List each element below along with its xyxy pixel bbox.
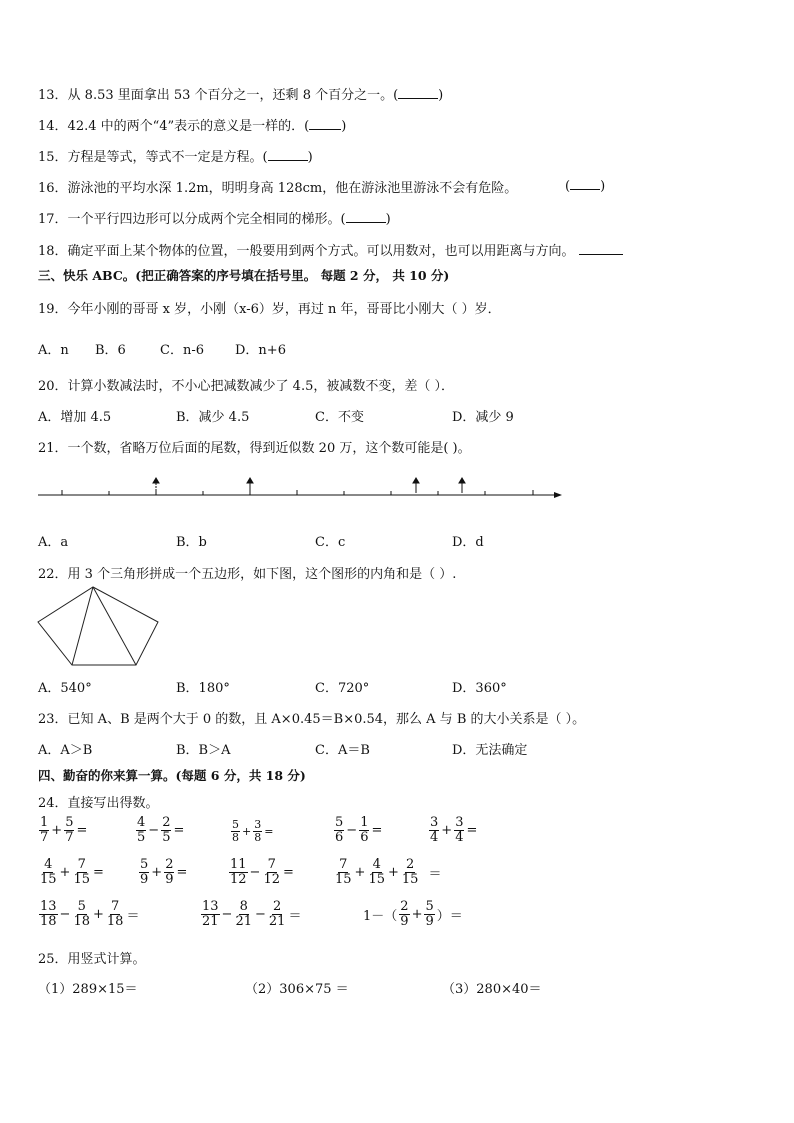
fraction: $\frac{1}{6}$ bbox=[360, 815, 369, 845]
question-16-answer: ( ) bbox=[565, 179, 606, 194]
question-14: 14．42.4 中的两个“4”表示的意义是一样的．( ) bbox=[38, 119, 347, 134]
fraction: $\frac{5}{9}$ bbox=[140, 857, 149, 887]
expr-3: $\frac{5}{8}$ + $\frac{3}{8}$ = bbox=[232, 818, 274, 844]
fraction: $\frac{2}{15}$ bbox=[401, 857, 419, 887]
expr-2: $\frac{4}{5}$ − $\frac{2}{5}$ = bbox=[137, 815, 185, 845]
point-b-arrowhead bbox=[247, 478, 253, 483]
fraction: $\frac{4}{5}$ bbox=[137, 815, 146, 845]
fraction: $\frac{7}{15}$ bbox=[335, 857, 352, 887]
fraction: $\frac{13}{21}$ bbox=[202, 899, 219, 929]
number-line-figure bbox=[30, 460, 570, 520]
answer-blank[interactable] bbox=[570, 177, 600, 190]
expr-10: $\frac{13}{18}$ − $\frac{5}{18}$ + $\frac{7}{18}$ ＝ bbox=[40, 899, 140, 929]
fraction: $\frac{3}{4}$ bbox=[430, 815, 439, 845]
number-line-arrow bbox=[554, 492, 562, 498]
fraction: $\frac{7}{18}$ bbox=[106, 899, 124, 929]
question-17: 17．一个平行四边形可以分成两个完全相同的梯形。( ) bbox=[38, 212, 391, 227]
fraction: $\frac{5}{18}$ bbox=[73, 899, 90, 929]
pentagon-outline bbox=[38, 587, 158, 665]
question-20: 20．计算小数减法时，不小心把减数减少了 4.5，被减数不变，差（ ）． bbox=[38, 379, 454, 394]
q22-option-d[interactable]: D．360° bbox=[452, 681, 507, 696]
fraction: $\frac{2}{9}$ bbox=[165, 857, 174, 887]
q21-option-c[interactable]: C．c bbox=[315, 535, 346, 550]
expr-12: 1－（ $\frac{2}{9}$ + $\frac{5}{9}$ ）＝ bbox=[363, 899, 463, 929]
question-21: 21．一个数，省略万位后面的尾数，得到近似数 20 万，这个数可能是( )。 bbox=[38, 441, 471, 456]
q23-option-a[interactable]: A．A＞B bbox=[38, 743, 93, 758]
fraction: $\frac{2}{5}$ bbox=[162, 815, 171, 845]
question-23: 23．已知 A、B 是两个大于 0 的数，且 A×0.45＝B×0.54，那么 A 与 B 的大小关系是（ ）。 bbox=[38, 712, 586, 727]
question-16: 16．游泳池的平均水深 1.2m，明明身高 128cm，他在游泳池里游泳不会有危险。 bbox=[38, 181, 518, 196]
fraction: $\frac{8}{21}$ bbox=[235, 899, 252, 929]
answer-blank[interactable] bbox=[579, 242, 623, 255]
expr-7: $\frac{5}{9}$ + $\frac{2}{9}$ = bbox=[140, 857, 188, 887]
fraction: $\frac{5}{9}$ bbox=[425, 899, 434, 929]
answer-blank[interactable] bbox=[346, 210, 386, 223]
q23-option-b[interactable]: B．B＞A bbox=[176, 743, 231, 758]
q21-option-a[interactable]: A．a bbox=[38, 535, 69, 550]
q20-option-c[interactable]: C．不变 bbox=[315, 410, 364, 425]
answer-blank[interactable] bbox=[398, 86, 438, 99]
fraction: $\frac{2}{21}$ bbox=[268, 899, 286, 929]
expr-5: $\frac{3}{4}$ + $\frac{3}{4}$ = bbox=[430, 815, 478, 845]
fraction: $\frac{11}{12}$ bbox=[230, 857, 247, 887]
expr-8: $\frac{11}{12}$ − $\frac{7}{12}$ = bbox=[230, 857, 294, 887]
question-13: 13．从 8.53 里面拿出 53 个百分之一，还剩 8 个百分之一。( ) bbox=[38, 88, 444, 103]
q20-option-a[interactable]: A．增加 4.5 bbox=[38, 410, 112, 425]
fraction: $\frac{13}{18}$ bbox=[40, 899, 57, 929]
expr-1: $\frac{1}{7}$ + $\frac{5}{7}$ = bbox=[40, 815, 88, 845]
point-a-arrowhead bbox=[153, 478, 159, 483]
question-25: 25．用竖式计算。 bbox=[38, 952, 146, 967]
point-d-arrowhead bbox=[459, 478, 465, 483]
fraction: $\frac{1}{7}$ bbox=[40, 815, 49, 845]
section-4-heading: 四、勤奋的你来算一算。(每题 6 分，共 18 分) bbox=[38, 768, 306, 783]
fraction: $\frac{7}{15}$ bbox=[73, 857, 90, 887]
fraction: $\frac{5}{7}$ bbox=[65, 815, 74, 845]
point-c-arrowhead bbox=[413, 478, 419, 483]
fraction: $\frac{4}{15}$ bbox=[40, 857, 57, 887]
fraction: $\frac{4}{15}$ bbox=[368, 857, 385, 887]
answer-blank[interactable] bbox=[268, 148, 308, 161]
section-3-heading: 三、快乐 ABC。(把正确答案的序号填在括号里。 每题 2 分， 共 10 分) bbox=[38, 268, 450, 283]
fraction: $\frac{3}{8}$ bbox=[254, 818, 262, 844]
question-22: 22．用 3 个三角形拼成一个五边形，如下图，这个图形的内角和是（ ）. bbox=[38, 567, 457, 582]
answer-blank[interactable] bbox=[309, 117, 341, 130]
expr-11: $\frac{13}{21}$ − $\frac{8}{21}$ − $\frac{2}{21}$ ＝ bbox=[202, 899, 302, 929]
q20-option-d[interactable]: D．减少 9 bbox=[452, 410, 514, 425]
fraction: $\frac{2}{9}$ bbox=[400, 899, 409, 929]
q22-option-c[interactable]: C．720° bbox=[315, 681, 370, 696]
question-18: 18．确定平面上某个物体的位置，一般要用到两个方式。可以用数对，也可以用距离与方向。 bbox=[38, 240, 623, 259]
q19-option-c[interactable]: C．n-6 bbox=[160, 343, 204, 358]
question-15: 15．方程是等式，等式不一定是方程。( ) bbox=[38, 150, 313, 165]
q25-item-2: （2）306×75 ＝ bbox=[245, 982, 349, 997]
fraction: $\frac{7}{12}$ bbox=[263, 857, 280, 887]
expr-4: $\frac{5}{6}$ − $\frac{1}{6}$ = bbox=[335, 815, 383, 845]
fraction: $\frac{3}{4}$ bbox=[455, 815, 464, 845]
pentagon-figure bbox=[36, 585, 162, 669]
fraction: $\frac{5}{8}$ bbox=[232, 818, 239, 844]
q23-option-d[interactable]: D．无法确定 bbox=[452, 743, 528, 758]
expr-9: $\frac{7}{15}$ + $\frac{4}{15}$ + $\frac{2}{15}$ ＝ bbox=[335, 857, 442, 887]
q25-item-3: （3）280×40＝ bbox=[442, 982, 542, 997]
question-24: 24．直接写出得数。 bbox=[38, 796, 159, 811]
q19-option-d[interactable]: D．n+6 bbox=[235, 343, 286, 358]
question-19: 19．今年小刚的哥哥 x 岁，小刚（x-6）岁，再过 n 年，哥哥比小刚大（ ）岁． bbox=[38, 302, 501, 317]
q20-option-b[interactable]: B．减少 4.5 bbox=[176, 410, 250, 425]
q25-item-1: （1）289×15＝ bbox=[38, 982, 138, 997]
q19-option-b[interactable]: B．6 bbox=[95, 343, 126, 358]
q21-option-d[interactable]: D．d bbox=[452, 535, 484, 550]
q22-option-b[interactable]: B．180° bbox=[176, 681, 230, 696]
q21-option-b[interactable]: B．b bbox=[176, 535, 207, 550]
expr-6: $\frac{4}{15}$ + $\frac{7}{15}$ = bbox=[40, 857, 104, 887]
q19-option-a[interactable]: A．n bbox=[38, 343, 69, 358]
fraction: $\frac{5}{6}$ bbox=[335, 815, 344, 845]
q22-option-a[interactable]: A．540° bbox=[38, 681, 92, 696]
q23-option-c[interactable]: C．A＝B bbox=[315, 743, 370, 758]
